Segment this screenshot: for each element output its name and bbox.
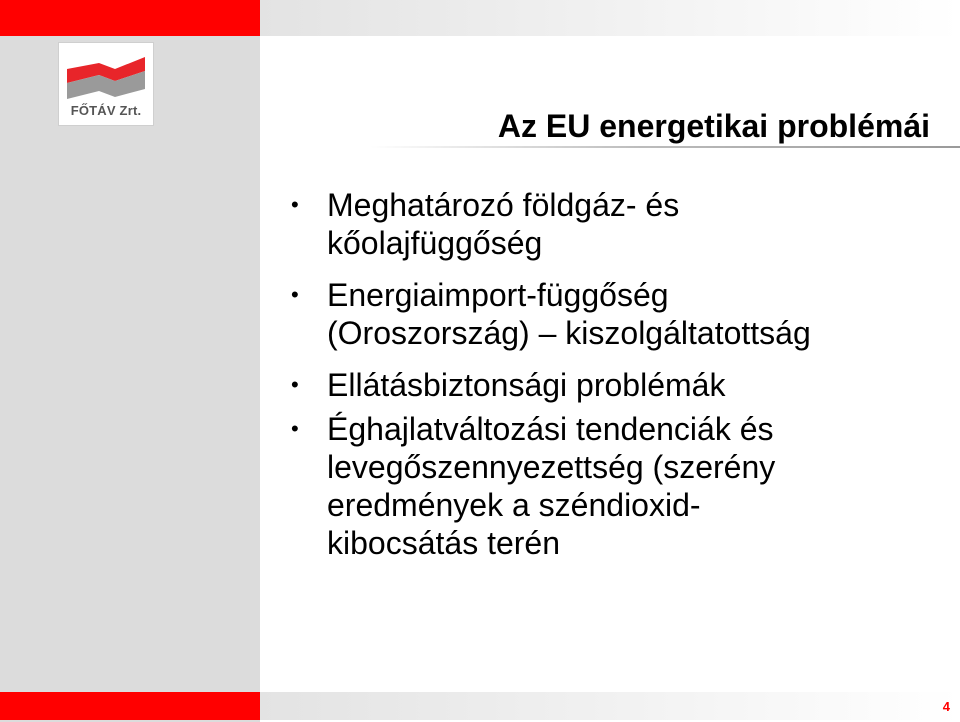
- bullet-dot-icon: •: [291, 192, 299, 217]
- bullet-item: [287, 366, 927, 404]
- bullet-line: kőolajfüggőség: [327, 225, 543, 261]
- logo-mark-icon: [65, 49, 147, 101]
- bullet-line: kibocsátás terén: [327, 525, 561, 561]
- bullet-line: Energiaimport-függőség: [327, 277, 669, 313]
- title-underline: [370, 146, 960, 148]
- bottom-gradient-bar: [260, 692, 960, 720]
- company-logo: [58, 42, 154, 126]
- bullet-line: eredmények a széndioxid-: [327, 487, 701, 523]
- bullet-dot-icon: •: [291, 282, 299, 307]
- bullet-dot-icon: •: [291, 372, 299, 397]
- bullet-item: [287, 410, 927, 562]
- bullet-line: levegőszennyezettség (szerény: [327, 449, 776, 485]
- bottom-red-band: [0, 692, 260, 720]
- bullet-line: Ellátásbiztonsági problémák: [327, 367, 726, 403]
- logo-text: FŐTÁV Zrt.: [70, 103, 142, 118]
- page-number: 4: [942, 699, 950, 714]
- top-gradient-bar: [260, 0, 960, 36]
- bullet-line: Meghatározó földgáz- és: [327, 187, 680, 223]
- top-red-band: [0, 0, 260, 36]
- bullet-item: [287, 276, 927, 352]
- bullet-item: [287, 186, 927, 262]
- slide-title: Az EU energetikai problémái: [497, 108, 930, 144]
- bullet-line: (Oroszország) – kiszolgáltatottság: [327, 315, 811, 351]
- bullet-list: [287, 186, 927, 576]
- bullet-dot-icon: •: [291, 416, 299, 441]
- bullet-line: Éghajlatváltozási tendenciák és: [327, 411, 774, 447]
